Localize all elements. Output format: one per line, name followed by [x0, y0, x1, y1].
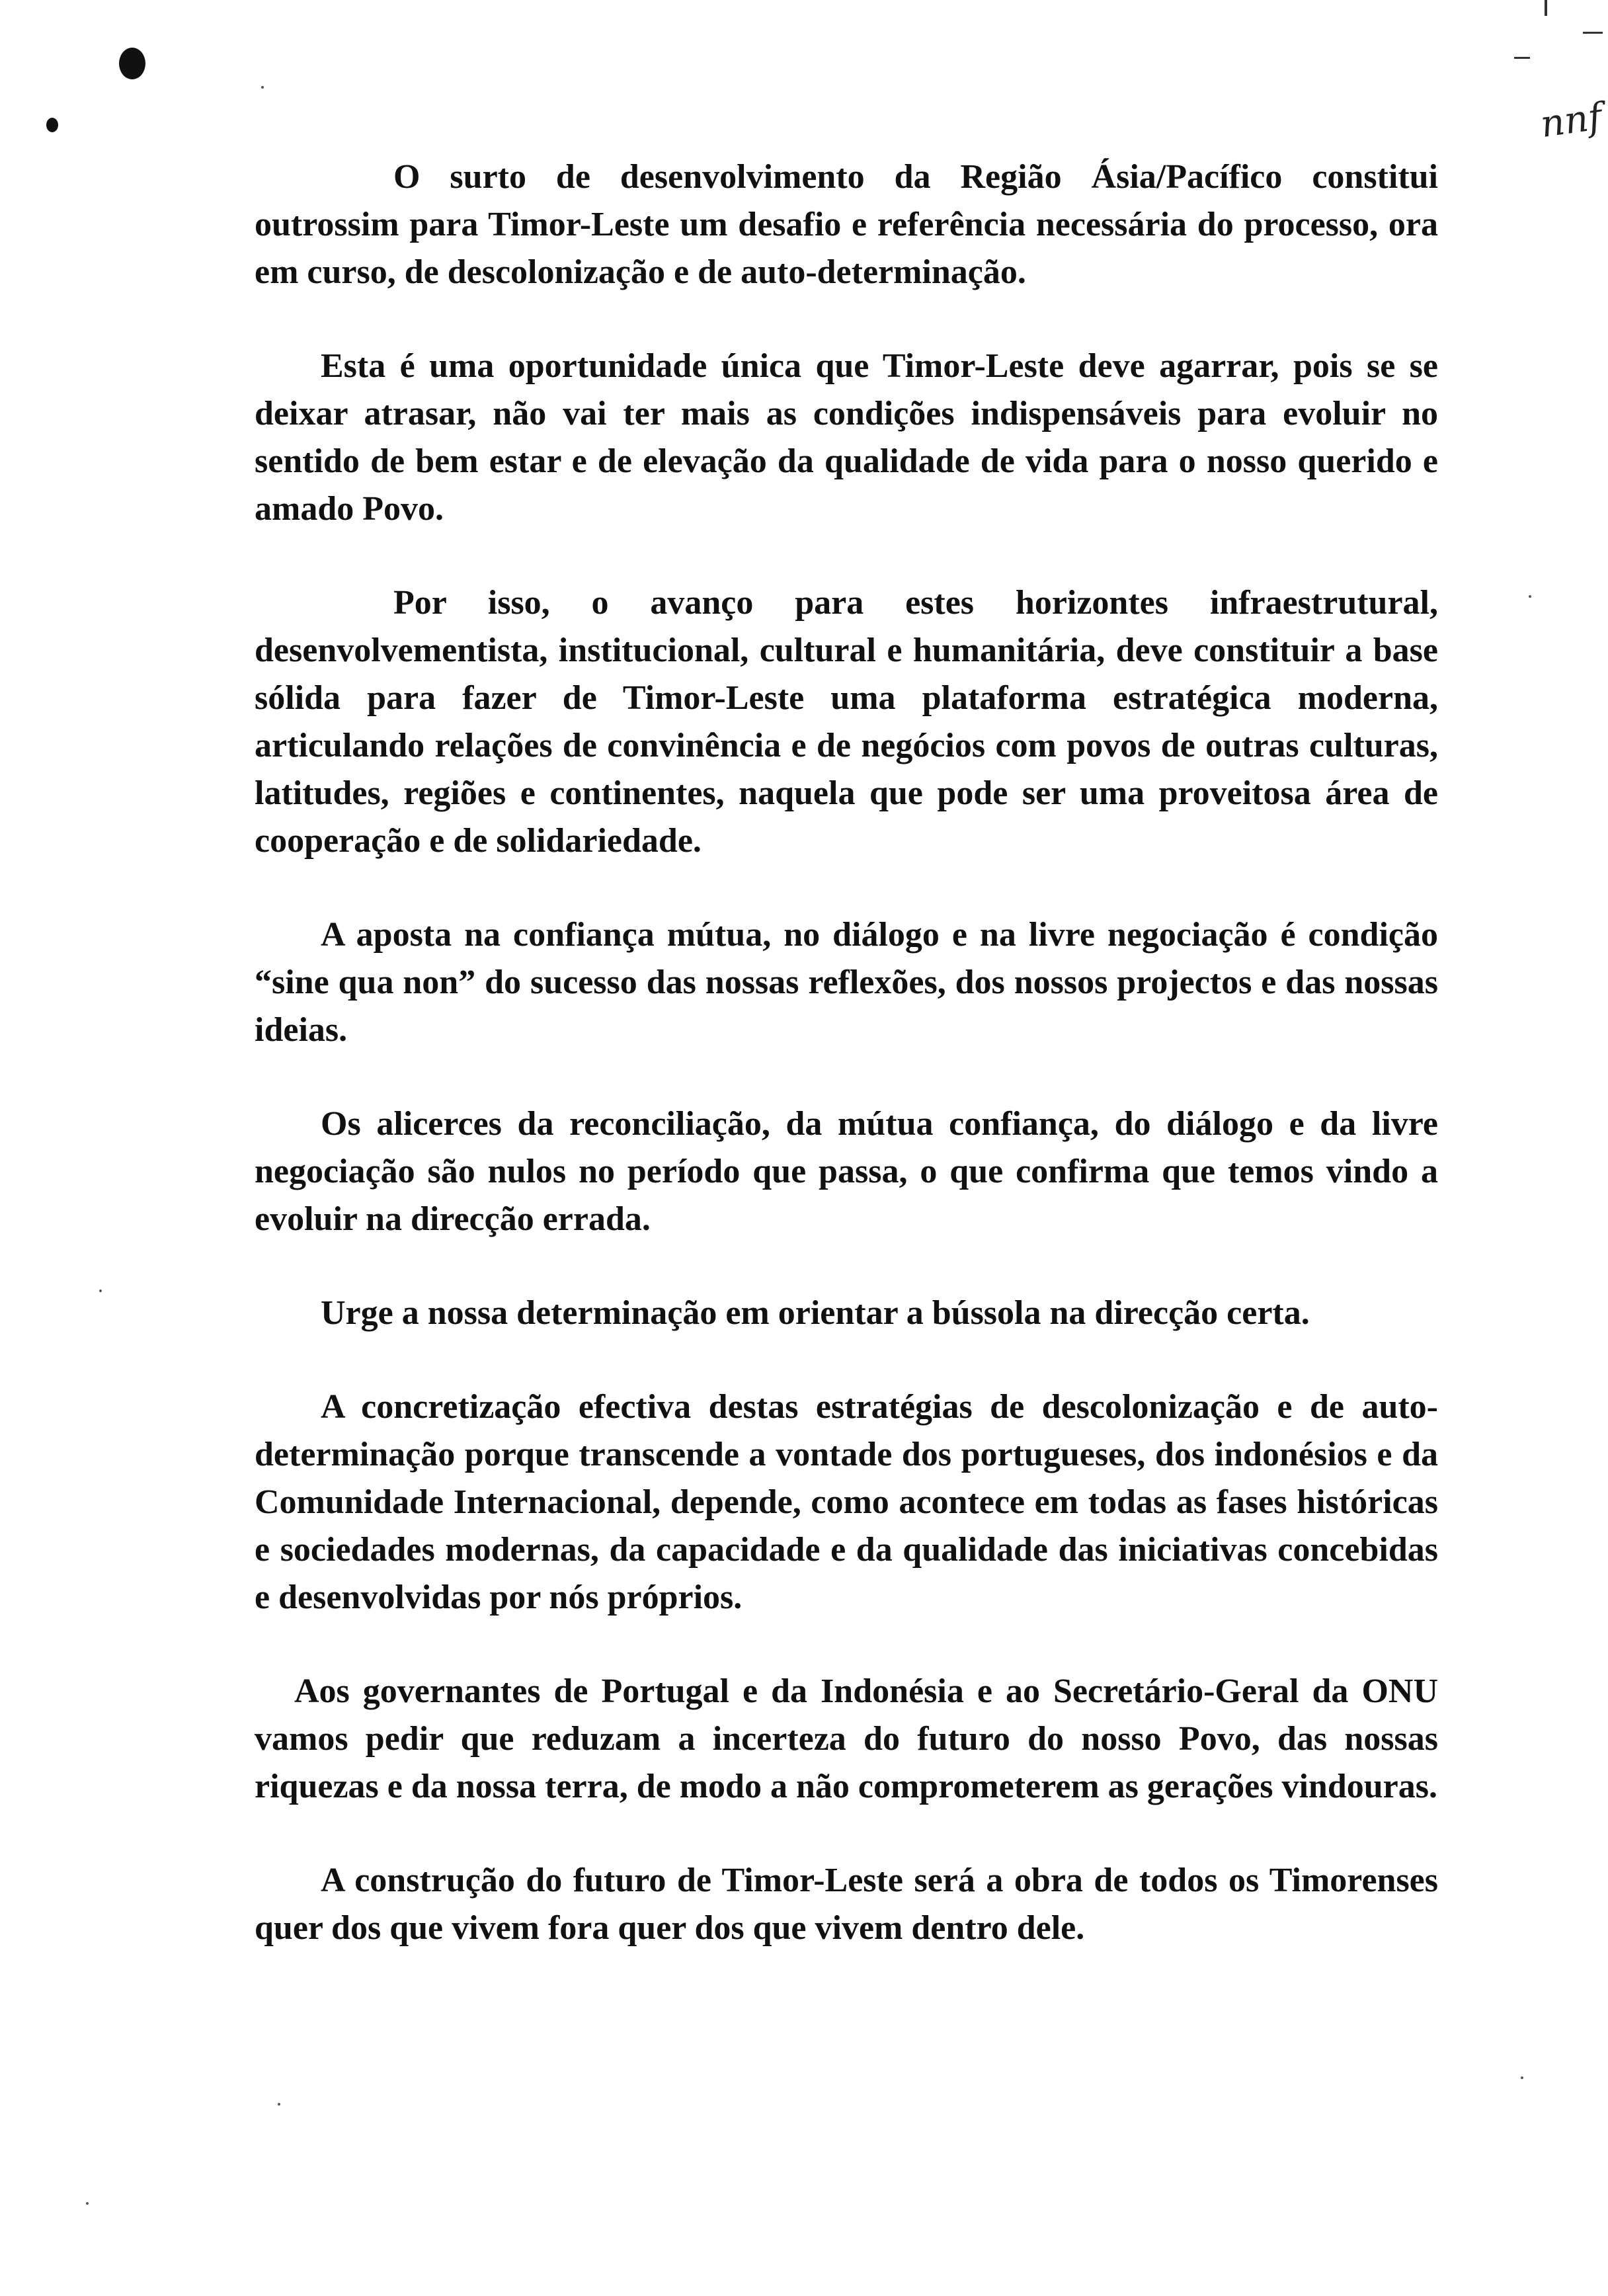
punch-hole-mark [119, 48, 145, 79]
corner-dash-mark-2 [1514, 57, 1530, 59]
paragraph-1: O surto de desenvolvimento da Região Ásia/Pacífico constitui outrossim para Timor-Leste um desafio e referência necessária do processo, ora em curso, de descolonização e de auto-determinação. [255, 158, 1438, 291]
scan-speck [1521, 2076, 1523, 2079]
ink-dot-mark [46, 118, 58, 132]
paragraph-6: Urge a nossa determinação em orientar a bússola na direcção certa. [321, 1294, 1310, 1332]
paragraph-4: A aposta na confiança mútua, no diálogo e na livre negociação é condição “sine qua non” do sucesso das nossas reflexões, dos nossos projectos e das nossas ideias. [255, 916, 1438, 1049]
corner-dash-mark [1583, 32, 1603, 34]
paragraph-2: Esta é uma oportunidade única que Timor-Leste deve agarrar, pois se se deixar atrasar, não vai ter mais as condições indispensáveis para evoluir no sentido de bem estar e de elevação da qualidade de vida para o nosso querido e amado Povo. [255, 347, 1438, 528]
scan-speck [278, 2103, 280, 2106]
corner-tick-mark [1545, 0, 1547, 16]
scan-speck [86, 2202, 89, 2205]
paragraph-7: A concretização efectiva destas estratégias de descolonização e de auto-determinação porque transcende a vontade dos portugueses, dos indonésios e da Comunidade Internacional, depende, como acontece em todas as fases históricas e sociedades modernas, da capacidade e da qualidade das iniciativas concebidas e desenvolvidas por nós próprios. [255, 1388, 1438, 1616]
scan-speck [261, 86, 264, 89]
paragraph-5: Os alicerces da reconciliação, da mútua confiança, do diálogo e da livre negociação são nulos no período que passa, o que confirma que temos vindo a evoluir na direcção errada. [255, 1105, 1438, 1238]
paragraph-8: Aos governantes de Portugal e da Indonésia e ao Secretário-Geral da ONU vamos pedir que reduzam a incerteza do futuro do nosso Povo, das nossas riquezas e da nossa terra, de modo a não comprometerem as gerações vindouras. [255, 1672, 1438, 1805]
scan-speck [1529, 595, 1531, 598]
paragraph-9: A construção do futuro de Timor-Leste será a obra de todos os Timorenses quer dos que vivem fora quer dos que vivem dentro dele. [255, 1862, 1438, 1947]
paragraph-3: Por isso, o avanço para estes horizontes infraestrutural, desenvolvementista, institucional, cultural e humanitária, deve constituir a base sólida para fazer de Timor-Leste uma plataforma estratégica moderna, articulando relações de convinência e de negócios com povos de outras culturas, latitudes, regiões e continentes, naquela que pode ser uma proveitosa área de cooperação e de solidariedade. [255, 584, 1438, 860]
handwritten-initials: nnf [1537, 95, 1605, 147]
scan-speck [99, 1290, 102, 1292]
letter-body [255, 153, 1438, 1998]
